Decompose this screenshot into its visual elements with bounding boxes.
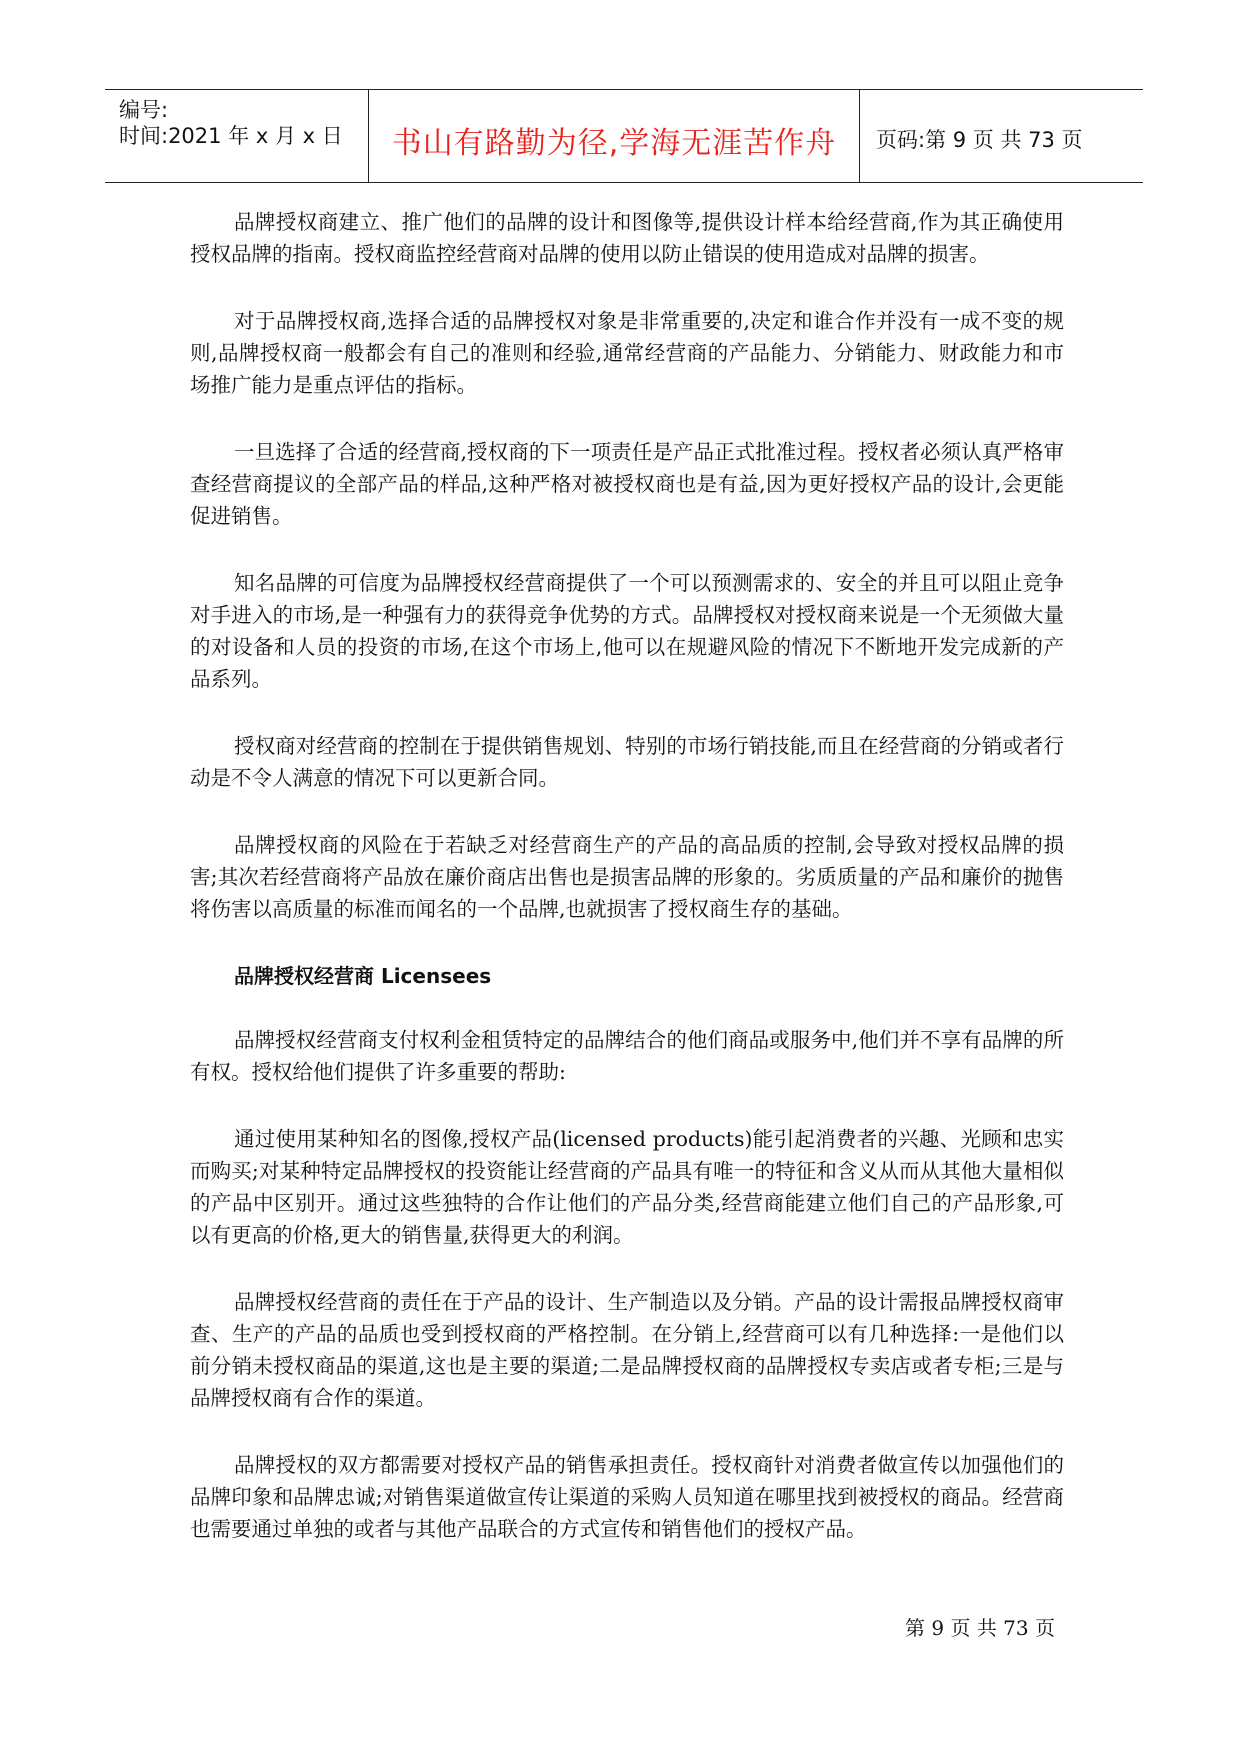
- body-paragraph: 授权商对经营商的控制在于提供销售规划、特别的市场行销技能,而且在经营商的分销或者行动是不令人满意的情况下可以更新合同。: [190, 734, 1064, 790]
- section-paragraph: 品牌授权经营商的责任在于产品的设计、生产制造以及分销。产品的设计需报品牌授权商审查、生产的产品的品质也受到授权商的严格控制。在分销上,经营商可以有几种选择:一是他们以前分销未授权商品的渠道,这也是主要的渠道;二是品牌授权商的品牌授权专卖店或者专柜;三是与品牌授权商有合作的渠道。: [190, 1290, 1064, 1410]
- header-middle-cell: [369, 90, 860, 182]
- serial-number-label: 编号:: [119, 98, 169, 122]
- date-label: 时间:2021 年 x 月 x 日: [119, 124, 343, 148]
- body-paragraph: 一旦选择了合适的经营商,授权商的下一项责任是产品正式批准过程。授权者必须认真严格审查经营商提议的全部产品的样品,这种严格对被授权商也是有益,因为更好授权产品的设计,会更能促进销售。: [190, 440, 1064, 528]
- page-header: [105, 89, 1143, 183]
- section-paragraph: 通过使用某种知名的图像,授权产品(licensed products)能引起消费者的兴趣、光顾和忠实而购买;对某种特定品牌授权的投资能让经营商的产品具有唯一的特征和含义从而从其他大量相似的产品中区别开。通过这些独特的合作让他们的产品分类,经营商能建立他们自己的产品形象,可以有更高的价格,更大的销售量,获得更大的利润。: [190, 1127, 1064, 1247]
- section-heading: 品牌授权经营商 Licensees: [234, 964, 492, 988]
- body-paragraph: 品牌授权商建立、推广他们的品牌的设计和图像等,提供设计样本给经营商,作为其正确使用授权品牌的指南。授权商监控经营商对品牌的使用以防止错误的使用造成对品牌的损害。: [190, 210, 1064, 266]
- document-body: [190, 206, 1064, 1580]
- section-paragraph: 品牌授权经营商支付权利金租赁特定的品牌结合的他们商品或服务中,他们并不享有品牌的所有权。授权给他们提供了许多重要的帮助:: [190, 1028, 1064, 1084]
- header-motto: 书山有路勤为径,学海无涯苦作舟: [391, 126, 837, 161]
- page-footer: 第 9 页 共 73 页: [905, 1616, 1055, 1640]
- body-paragraph: 对于品牌授权商,选择合适的品牌授权对象是非常重要的,决定和谁合作并没有一成不变的规则,品牌授权商一般都会有自己的准则和经验,通常经营商的产品能力、分销能力、财政能力和市场推广能力是重点评估的指标。: [190, 309, 1064, 397]
- header-left-cell: [105, 90, 369, 182]
- header-right-cell: [860, 90, 1143, 182]
- body-paragraph: 知名品牌的可信度为品牌授权经营商提供了一个可以预测需求的、安全的并且可以阻止竞争对手进入的市场,是一种强有力的获得竞争优势的方式。品牌授权对授权商来说是一个无须做大量的对设备和人员的投资的市场,在这个市场上,他可以在规避风险的情况下不断地开发完成新的产品系列。: [190, 571, 1064, 691]
- section-paragraph: 品牌授权的双方都需要对授权产品的销售承担责任。授权商针对消费者做宣传以加强他们的品牌印象和品牌忠诚;对销售渠道做宣传让渠道的采购人员知道在哪里找到被授权的商品。经营商也需要通过单独的或者与其他产品联合的方式宣传和销售他们的授权产品。: [190, 1453, 1064, 1541]
- header-page-info: 页码:第 9 页 共 73 页: [876, 128, 1083, 152]
- body-paragraph: 品牌授权商的风险在于若缺乏对经营商生产的产品的高品质的控制,会导致对授权品牌的损害;其次若经营商将产品放在廉价商店出售也是损害品牌的形象的。劣质质量的产品和廉价的抛售将伤害以高质量的标准而闻名的一个品牌,也就损害了授权商生存的基础。: [190, 833, 1064, 921]
